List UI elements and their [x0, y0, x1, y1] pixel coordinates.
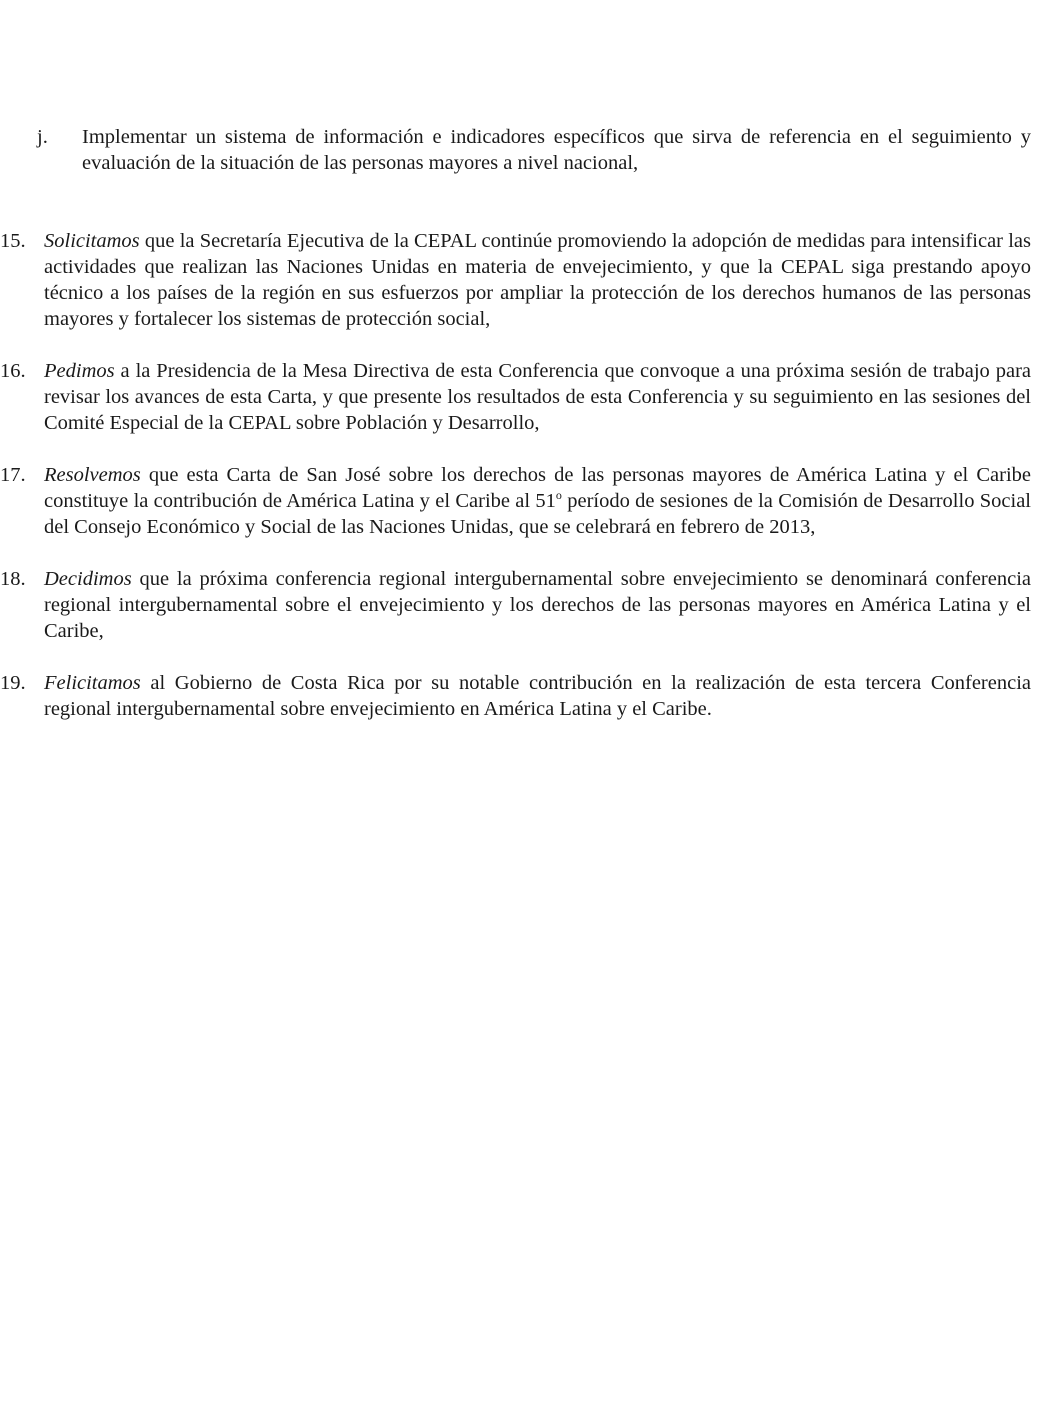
resolution-text [44, 358, 1031, 436]
resolution-text [44, 566, 1031, 644]
list-item-text: Implementar un sistema de información e indicadores específicos que sirva de referencia en el seguimiento y evaluación de la situación de las personas mayores a nivel nacional, [82, 126, 1031, 174]
resolution-number: 19. [0, 672, 26, 694]
resolution-verb: Felicitamos [44, 672, 141, 694]
resolution-number: 17. [0, 464, 26, 486]
resolution-item-19 [0, 670, 1031, 722]
resolution-text [44, 228, 1031, 332]
resolution-text [44, 670, 1031, 722]
resolution-verb: Pedimos [44, 360, 115, 382]
resolution-list [0, 228, 1040, 748]
resolution-text [44, 462, 1031, 540]
resolution-number: 16. [0, 360, 26, 382]
resolution-verb: Decidimos [44, 568, 132, 590]
resolution-body-text: a la Presidencia de la Mesa Directiva de esta Conferencia que convoque a una próxima sesión de trabajo para revisar los avances de esta Carta, y que presente los resultados de esta Conferencia y su seguimiento en las sesiones del Comité Especial de la CEPAL sobre Población y Desarrollo, [44, 360, 1031, 434]
resolution-number: 15. [0, 230, 26, 252]
resolution-verb: Resolvemos [44, 464, 141, 486]
resolution-verb: Solicitamos [44, 230, 140, 252]
resolution-item-18 [0, 566, 1031, 644]
resolution-item-17 [0, 462, 1031, 540]
list-item-marker: j. [37, 126, 48, 148]
resolution-body-text: que la Secretaría Ejecutiva de la CEPAL continúe promoviendo la adopción de medidas para intensificar las actividades que realizan las Naciones Unidas en materia de envejecimiento, y que la CEPAL siga prestando apoyo técnico a los países de la región en sus esfuerzos por ampliar la protección de los derechos humanos de las personas mayores y fortalecer los sistemas de protección social, [44, 230, 1031, 330]
resolution-number: 18. [0, 568, 26, 590]
list-item-j [36, 124, 1031, 176]
resolution-item-16 [0, 358, 1031, 436]
resolution-body-text: que la próxima conferencia regional intergubernamental sobre envejecimiento se denominará conferencia regional intergubernamental sobre el envejecimiento y los derechos de las personas mayores en América Latina y el Caribe, [44, 568, 1031, 642]
resolution-item-15 [0, 228, 1031, 332]
resolution-body-text: al Gobierno de Costa Rica por su notable contribución en la realización de esta tercera Conferencia regional intergubernamental sobre envejecimiento en América Latina y el Caribe. [44, 672, 1031, 720]
resolution-body-text-continued: período de sesiones de la Comisión de Desarrollo Social del Consejo Económico y Social de las Naciones Unidas, que se celebrará en febrero de 2013, [44, 490, 1031, 538]
resolution-body-text: que esta Carta de San José sobre los derechos de las personas mayores de América Latina y el Caribe constituye la contribución de América Latina y el Caribe al 51 [44, 464, 1031, 512]
ordinal-superscript: o [555, 488, 562, 503]
